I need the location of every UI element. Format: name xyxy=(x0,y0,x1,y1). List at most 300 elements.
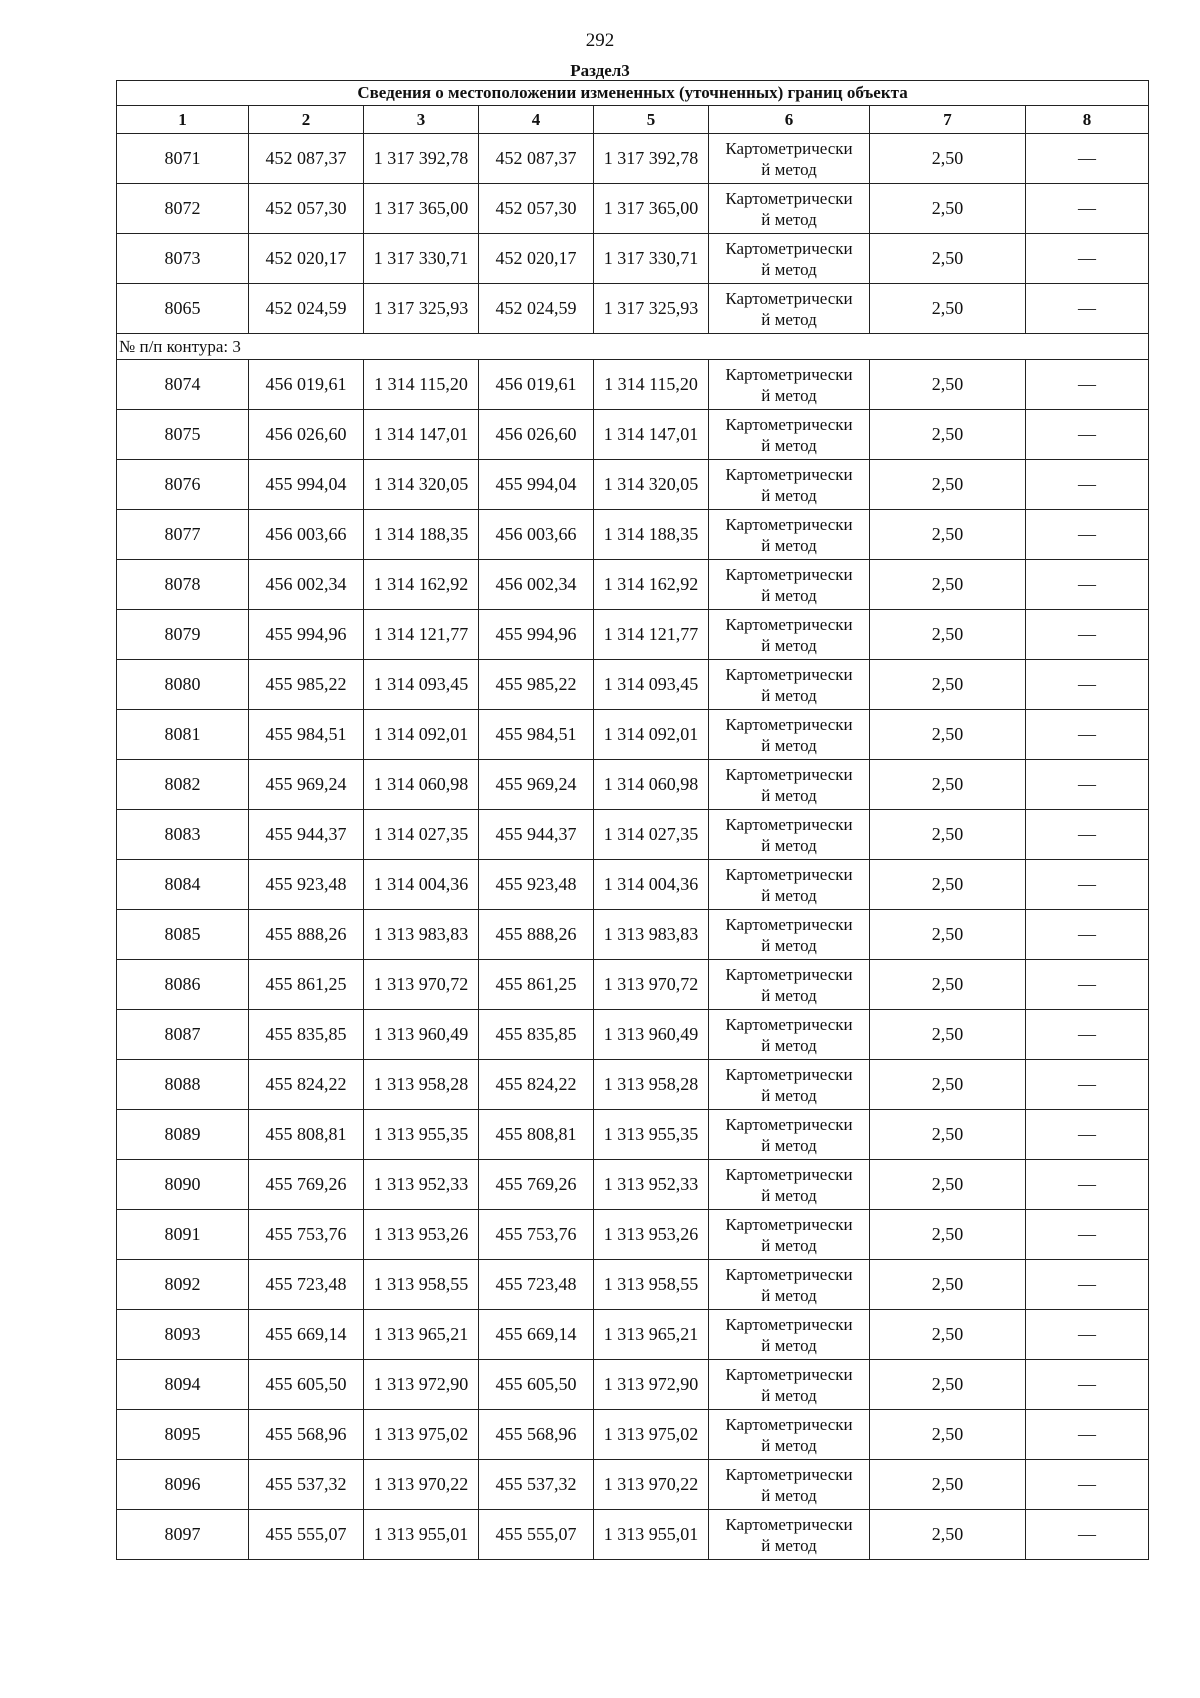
method-cell xyxy=(709,360,870,410)
description-cell: — xyxy=(1026,360,1149,410)
y-coord-cell: 1 313 953,26 xyxy=(364,1210,479,1260)
description-cell: — xyxy=(1026,1310,1149,1360)
point-number-cell: 8095 xyxy=(117,1410,249,1460)
y-coord-new-cell: 1 314 320,05 xyxy=(594,460,709,510)
y-coord-cell: 1 317 330,71 xyxy=(364,234,479,284)
method-text-line: Картометрически xyxy=(725,138,853,158)
table-row xyxy=(117,1410,1149,1460)
method-text-line: й метод xyxy=(761,209,817,229)
x-coord-cell: 455 994,04 xyxy=(249,460,364,510)
point-number-cell: 8092 xyxy=(117,1260,249,1310)
table-row xyxy=(117,510,1149,560)
y-coord-new-cell: 1 314 092,01 xyxy=(594,710,709,760)
accuracy-cell: 2,50 xyxy=(870,610,1026,660)
y-coord-new-cell: 1 313 952,33 xyxy=(594,1160,709,1210)
y-coord-cell: 1 313 972,90 xyxy=(364,1360,479,1410)
column-number-header: 6 xyxy=(709,106,870,134)
y-coord-new-cell: 1 317 392,78 xyxy=(594,134,709,184)
y-coord-new-cell: 1 317 325,93 xyxy=(594,284,709,334)
point-number-cell: 8085 xyxy=(117,910,249,960)
x-coord-cell: 455 994,96 xyxy=(249,610,364,660)
method-cell xyxy=(709,284,870,334)
point-number-cell: 8071 xyxy=(117,134,249,184)
point-number-cell: 8083 xyxy=(117,810,249,860)
boundary-coordinates-table xyxy=(116,80,1149,1560)
x-coord-cell: 452 057,30 xyxy=(249,184,364,234)
method-text-line: Картометрически xyxy=(725,1114,853,1134)
x-coord-cell: 455 669,14 xyxy=(249,1310,364,1360)
y-coord-cell: 1 313 955,35 xyxy=(364,1110,479,1160)
method-text-line: й метод xyxy=(761,935,817,955)
method-text-line: й метод xyxy=(761,1185,817,1205)
method-text-line: Картометрически xyxy=(725,664,853,684)
method-cell xyxy=(709,410,870,460)
table-row xyxy=(117,860,1149,910)
method-cell xyxy=(709,1160,870,1210)
method-text-line: Картометрически xyxy=(725,1314,853,1334)
method-cell xyxy=(709,1060,870,1110)
method-text-line: й метод xyxy=(761,159,817,179)
y-coord-new-cell: 1 317 330,71 xyxy=(594,234,709,284)
method-text-line: й метод xyxy=(761,985,817,1005)
point-number-cell: 8077 xyxy=(117,510,249,560)
x-coord-new-cell: 456 026,60 xyxy=(479,410,594,460)
x-coord-cell: 456 002,34 xyxy=(249,560,364,610)
y-coord-new-cell: 1 313 960,49 xyxy=(594,1010,709,1060)
y-coord-new-cell: 1 313 965,21 xyxy=(594,1310,709,1360)
method-cell xyxy=(709,234,870,284)
table-row xyxy=(117,284,1149,334)
table-row xyxy=(117,960,1149,1010)
description-cell: — xyxy=(1026,1510,1149,1560)
method-text-line: Картометрически xyxy=(725,364,853,384)
x-coord-new-cell: 452 024,59 xyxy=(479,284,594,334)
y-coord-new-cell: 1 314 115,20 xyxy=(594,360,709,410)
description-cell: — xyxy=(1026,1160,1149,1210)
table-row xyxy=(117,910,1149,960)
point-number-cell: 8081 xyxy=(117,710,249,760)
method-cell xyxy=(709,510,870,560)
method-cell xyxy=(709,960,870,1010)
accuracy-cell: 2,50 xyxy=(870,1510,1026,1560)
table-row xyxy=(117,1010,1149,1060)
method-text-line: й метод xyxy=(761,585,817,605)
description-cell: — xyxy=(1026,184,1149,234)
y-coord-new-cell: 1 313 955,35 xyxy=(594,1110,709,1160)
description-cell: — xyxy=(1026,760,1149,810)
column-number-header: 8 xyxy=(1026,106,1149,134)
y-coord-cell: 1 314 060,98 xyxy=(364,760,479,810)
x-coord-cell: 452 020,17 xyxy=(249,234,364,284)
x-coord-cell: 455 753,76 xyxy=(249,1210,364,1260)
description-cell: — xyxy=(1026,134,1149,184)
method-text-line: й метод xyxy=(761,1335,817,1355)
accuracy-cell: 2,50 xyxy=(870,510,1026,560)
point-number-cell: 8073 xyxy=(117,234,249,284)
method-cell xyxy=(709,1210,870,1260)
y-coord-cell: 1 314 093,45 xyxy=(364,660,479,710)
accuracy-cell: 2,50 xyxy=(870,1110,1026,1160)
x-coord-new-cell: 455 923,48 xyxy=(479,860,594,910)
description-cell: — xyxy=(1026,1110,1149,1160)
method-text-line: Картометрически xyxy=(725,864,853,884)
point-number-cell: 8076 xyxy=(117,460,249,510)
x-coord-new-cell: 452 087,37 xyxy=(479,134,594,184)
y-coord-new-cell: 1 317 365,00 xyxy=(594,184,709,234)
method-text-line: Картометрически xyxy=(725,188,853,208)
method-text-line: Картометрически xyxy=(725,914,853,934)
accuracy-cell: 2,50 xyxy=(870,184,1026,234)
description-cell: — xyxy=(1026,860,1149,910)
method-cell xyxy=(709,760,870,810)
description-cell: — xyxy=(1026,610,1149,660)
point-number-cell: 8096 xyxy=(117,1460,249,1510)
method-text-line: й метод xyxy=(761,785,817,805)
point-number-cell: 8091 xyxy=(117,1210,249,1260)
method-cell xyxy=(709,1310,870,1360)
method-text-line: й метод xyxy=(761,1085,817,1105)
method-cell xyxy=(709,610,870,660)
description-cell: — xyxy=(1026,960,1149,1010)
y-coord-cell: 1 313 970,22 xyxy=(364,1460,479,1510)
y-coord-new-cell: 1 313 958,55 xyxy=(594,1260,709,1310)
x-coord-cell: 455 605,50 xyxy=(249,1360,364,1410)
x-coord-new-cell: 452 057,30 xyxy=(479,184,594,234)
x-coord-cell: 455 888,26 xyxy=(249,910,364,960)
method-text-line: й метод xyxy=(761,1035,817,1055)
x-coord-cell: 456 019,61 xyxy=(249,360,364,410)
description-cell: — xyxy=(1026,1060,1149,1110)
y-coord-new-cell: 1 314 162,92 xyxy=(594,560,709,610)
x-coord-new-cell: 455 568,96 xyxy=(479,1410,594,1460)
x-coord-new-cell: 456 002,34 xyxy=(479,560,594,610)
y-coord-new-cell: 1 314 004,36 xyxy=(594,860,709,910)
table-row xyxy=(117,134,1149,184)
point-number-cell: 8072 xyxy=(117,184,249,234)
table-row xyxy=(117,760,1149,810)
accuracy-cell: 2,50 xyxy=(870,660,1026,710)
method-text-line: й метод xyxy=(761,835,817,855)
description-cell: — xyxy=(1026,560,1149,610)
x-coord-cell: 455 824,22 xyxy=(249,1060,364,1110)
table-body xyxy=(117,134,1149,1560)
x-coord-new-cell: 455 753,76 xyxy=(479,1210,594,1260)
accuracy-cell: 2,50 xyxy=(870,810,1026,860)
method-text-line: й метод xyxy=(761,635,817,655)
point-number-cell: 8079 xyxy=(117,610,249,660)
method-text-line: й метод xyxy=(761,685,817,705)
column-number-header: 3 xyxy=(364,106,479,134)
table-row xyxy=(117,1310,1149,1360)
column-number-header: 1 xyxy=(117,106,249,134)
table-row xyxy=(117,360,1149,410)
method-text-line: Картометрически xyxy=(725,614,853,634)
table-row xyxy=(117,410,1149,460)
x-coord-new-cell: 455 994,04 xyxy=(479,460,594,510)
method-text-line: Картометрически xyxy=(725,1364,853,1384)
description-cell: — xyxy=(1026,1410,1149,1460)
method-cell xyxy=(709,1360,870,1410)
x-coord-new-cell: 455 888,26 xyxy=(479,910,594,960)
y-coord-cell: 1 313 952,33 xyxy=(364,1160,479,1210)
table-row xyxy=(117,1210,1149,1260)
point-number-cell: 8097 xyxy=(117,1510,249,1560)
description-cell: — xyxy=(1026,284,1149,334)
method-text-line: Картометрически xyxy=(725,814,853,834)
y-coord-cell: 1 313 983,83 xyxy=(364,910,479,960)
method-cell xyxy=(709,184,870,234)
y-coord-new-cell: 1 314 121,77 xyxy=(594,610,709,660)
method-text-line: Картометрически xyxy=(725,714,853,734)
method-text-line: й метод xyxy=(761,535,817,555)
y-coord-new-cell: 1 314 093,45 xyxy=(594,660,709,710)
point-number-cell: 8080 xyxy=(117,660,249,710)
description-cell: — xyxy=(1026,1360,1149,1410)
accuracy-cell: 2,50 xyxy=(870,910,1026,960)
x-coord-cell: 455 537,32 xyxy=(249,1460,364,1510)
y-coord-cell: 1 313 958,55 xyxy=(364,1260,479,1310)
accuracy-cell: 2,50 xyxy=(870,1310,1026,1360)
method-text-line: Картометрически xyxy=(725,1014,853,1034)
table-row xyxy=(117,710,1149,760)
y-coord-new-cell: 1 313 975,02 xyxy=(594,1410,709,1460)
method-text-line: Картометрически xyxy=(725,514,853,534)
x-coord-new-cell: 456 003,66 xyxy=(479,510,594,560)
description-cell: — xyxy=(1026,1210,1149,1260)
contour-group-row xyxy=(117,334,1149,360)
description-cell: — xyxy=(1026,410,1149,460)
accuracy-cell: 2,50 xyxy=(870,234,1026,284)
method-text-line: й метод xyxy=(761,309,817,329)
method-text-line: Картометрически xyxy=(725,464,853,484)
method-text-line: Картометрически xyxy=(725,1414,853,1434)
method-text-line: Картометрически xyxy=(725,1164,853,1184)
method-text-line: й метод xyxy=(761,1135,817,1155)
point-number-cell: 8087 xyxy=(117,1010,249,1060)
table-row xyxy=(117,460,1149,510)
table-row xyxy=(117,1510,1149,1560)
method-text-line: Картометрически xyxy=(725,288,853,308)
x-coord-new-cell: 455 985,22 xyxy=(479,660,594,710)
y-coord-new-cell: 1 313 958,28 xyxy=(594,1060,709,1110)
y-coord-new-cell: 1 313 970,72 xyxy=(594,960,709,1010)
description-cell: — xyxy=(1026,660,1149,710)
x-coord-cell: 455 861,25 xyxy=(249,960,364,1010)
description-cell: — xyxy=(1026,460,1149,510)
table-row xyxy=(117,1160,1149,1210)
y-coord-cell: 1 314 162,92 xyxy=(364,560,479,610)
y-coord-new-cell: 1 314 060,98 xyxy=(594,760,709,810)
accuracy-cell: 2,50 xyxy=(870,1160,1026,1210)
table-row xyxy=(117,1110,1149,1160)
x-coord-new-cell: 455 824,22 xyxy=(479,1060,594,1110)
x-coord-cell: 455 808,81 xyxy=(249,1110,364,1160)
column-number-header: 4 xyxy=(479,106,594,134)
method-text-line: Картометрически xyxy=(725,1214,853,1234)
method-cell xyxy=(709,910,870,960)
x-coord-cell: 452 087,37 xyxy=(249,134,364,184)
point-number-cell: 8093 xyxy=(117,1310,249,1360)
method-cell xyxy=(709,1110,870,1160)
x-coord-new-cell: 456 019,61 xyxy=(479,360,594,410)
y-coord-cell: 1 314 320,05 xyxy=(364,460,479,510)
y-coord-cell: 1 317 365,00 xyxy=(364,184,479,234)
y-coord-new-cell: 1 313 970,22 xyxy=(594,1460,709,1510)
accuracy-cell: 2,50 xyxy=(870,1010,1026,1060)
accuracy-cell: 2,50 xyxy=(870,1460,1026,1510)
method-text-line: Картометрически xyxy=(725,1264,853,1284)
method-text-line: й метод xyxy=(761,1435,817,1455)
method-cell xyxy=(709,1460,870,1510)
y-coord-new-cell: 1 314 027,35 xyxy=(594,810,709,860)
method-cell xyxy=(709,1410,870,1460)
table-row xyxy=(117,810,1149,860)
method-text-line: й метод xyxy=(761,435,817,455)
point-number-cell: 8082 xyxy=(117,760,249,810)
y-coord-cell: 1 317 392,78 xyxy=(364,134,479,184)
accuracy-cell: 2,50 xyxy=(870,1360,1026,1410)
table-row xyxy=(117,610,1149,660)
x-coord-cell: 455 985,22 xyxy=(249,660,364,710)
x-coord-cell: 456 026,60 xyxy=(249,410,364,460)
accuracy-cell: 2,50 xyxy=(870,960,1026,1010)
method-text-line: Картометрически xyxy=(725,1464,853,1484)
table-row xyxy=(117,1460,1149,1510)
x-coord-new-cell: 455 944,37 xyxy=(479,810,594,860)
method-text-line: й метод xyxy=(761,1485,817,1505)
accuracy-cell: 2,50 xyxy=(870,1260,1026,1310)
accuracy-cell: 2,50 xyxy=(870,560,1026,610)
y-coord-cell: 1 313 970,72 xyxy=(364,960,479,1010)
point-number-cell: 8075 xyxy=(117,410,249,460)
point-number-cell: 8078 xyxy=(117,560,249,610)
accuracy-cell: 2,50 xyxy=(870,1410,1026,1460)
y-coord-cell: 1 313 960,49 xyxy=(364,1010,479,1060)
y-coord-cell: 1 317 325,93 xyxy=(364,284,479,334)
column-number-header: 2 xyxy=(249,106,364,134)
table-row xyxy=(117,1360,1149,1410)
point-number-cell: 8089 xyxy=(117,1110,249,1160)
x-coord-cell: 455 555,07 xyxy=(249,1510,364,1560)
method-text-line: й метод xyxy=(761,735,817,755)
x-coord-cell: 452 024,59 xyxy=(249,284,364,334)
y-coord-cell: 1 313 958,28 xyxy=(364,1060,479,1110)
table-row xyxy=(117,1060,1149,1110)
x-coord-cell: 455 723,48 xyxy=(249,1260,364,1310)
point-number-cell: 8065 xyxy=(117,284,249,334)
accuracy-cell: 2,50 xyxy=(870,134,1026,184)
accuracy-cell: 2,50 xyxy=(870,1210,1026,1260)
accuracy-cell: 2,50 xyxy=(870,284,1026,334)
table-row xyxy=(117,234,1149,284)
method-cell xyxy=(709,1260,870,1310)
x-coord-cell: 455 923,48 xyxy=(249,860,364,910)
point-number-cell: 8088 xyxy=(117,1060,249,1110)
y-coord-cell: 1 313 955,01 xyxy=(364,1510,479,1560)
accuracy-cell: 2,50 xyxy=(870,460,1026,510)
method-cell xyxy=(709,134,870,184)
method-cell xyxy=(709,710,870,760)
y-coord-new-cell: 1 313 955,01 xyxy=(594,1510,709,1560)
method-text-line: й метод xyxy=(761,485,817,505)
y-coord-new-cell: 1 313 983,83 xyxy=(594,910,709,960)
method-cell xyxy=(709,1010,870,1060)
method-text-line: й метод xyxy=(761,1535,817,1555)
description-cell: — xyxy=(1026,710,1149,760)
description-cell: — xyxy=(1026,1260,1149,1310)
x-coord-new-cell: 455 555,07 xyxy=(479,1510,594,1560)
method-text-line: Картометрически xyxy=(725,1514,853,1534)
method-cell xyxy=(709,560,870,610)
y-coord-cell: 1 314 115,20 xyxy=(364,360,479,410)
method-cell xyxy=(709,660,870,710)
x-coord-new-cell: 455 723,48 xyxy=(479,1260,594,1310)
method-cell xyxy=(709,1510,870,1560)
y-coord-new-cell: 1 313 953,26 xyxy=(594,1210,709,1260)
method-text-line: й метод xyxy=(761,885,817,905)
y-coord-new-cell: 1 314 188,35 xyxy=(594,510,709,560)
x-coord-new-cell: 455 969,24 xyxy=(479,760,594,810)
y-coord-new-cell: 1 313 972,90 xyxy=(594,1360,709,1410)
x-coord-cell: 455 769,26 xyxy=(249,1160,364,1210)
x-coord-cell: 455 568,96 xyxy=(249,1410,364,1460)
x-coord-new-cell: 455 769,26 xyxy=(479,1160,594,1210)
x-coord-new-cell: 455 669,14 xyxy=(479,1310,594,1360)
point-number-cell: 8090 xyxy=(117,1160,249,1210)
y-coord-cell: 1 314 027,35 xyxy=(364,810,479,860)
description-cell: — xyxy=(1026,1010,1149,1060)
description-cell: — xyxy=(1026,910,1149,960)
method-text-line: Картометрически xyxy=(725,238,853,258)
method-text-line: й метод xyxy=(761,1285,817,1305)
point-number-cell: 8094 xyxy=(117,1360,249,1410)
x-coord-new-cell: 455 861,25 xyxy=(479,960,594,1010)
x-coord-new-cell: 455 537,32 xyxy=(479,1460,594,1510)
x-coord-new-cell: 455 984,51 xyxy=(479,710,594,760)
x-coord-cell: 455 944,37 xyxy=(249,810,364,860)
y-coord-cell: 1 314 147,01 xyxy=(364,410,479,460)
column-number-header: 5 xyxy=(594,106,709,134)
accuracy-cell: 2,50 xyxy=(870,710,1026,760)
method-text-line: й метод xyxy=(761,259,817,279)
point-number-cell: 8084 xyxy=(117,860,249,910)
method-text-line: Картометрически xyxy=(725,414,853,434)
method-text-line: й метод xyxy=(761,1235,817,1255)
contour-label: № п/п контура: 3 xyxy=(117,334,1149,360)
table-row xyxy=(117,1260,1149,1310)
section-title: Раздел3 xyxy=(570,61,630,80)
column-number-header: 7 xyxy=(870,106,1026,134)
accuracy-cell: 2,50 xyxy=(870,860,1026,910)
method-cell xyxy=(709,460,870,510)
x-coord-cell: 455 835,85 xyxy=(249,1010,364,1060)
table-row xyxy=(117,184,1149,234)
x-coord-new-cell: 452 020,17 xyxy=(479,234,594,284)
description-cell: — xyxy=(1026,1460,1149,1510)
table-caption: Сведения о местоположении измененных (уточненных) границ объекта xyxy=(117,81,1149,106)
description-cell: — xyxy=(1026,510,1149,560)
y-coord-cell: 1 314 121,77 xyxy=(364,610,479,660)
page-number: 292 xyxy=(585,30,615,51)
method-text-line: Картометрически xyxy=(725,764,853,784)
method-text-line: Картометрически xyxy=(725,1064,853,1084)
method-cell xyxy=(709,860,870,910)
y-coord-cell: 1 314 004,36 xyxy=(364,860,479,910)
accuracy-cell: 2,50 xyxy=(870,360,1026,410)
x-coord-new-cell: 455 605,50 xyxy=(479,1360,594,1410)
x-coord-new-cell: 455 808,81 xyxy=(479,1110,594,1160)
accuracy-cell: 2,50 xyxy=(870,410,1026,460)
